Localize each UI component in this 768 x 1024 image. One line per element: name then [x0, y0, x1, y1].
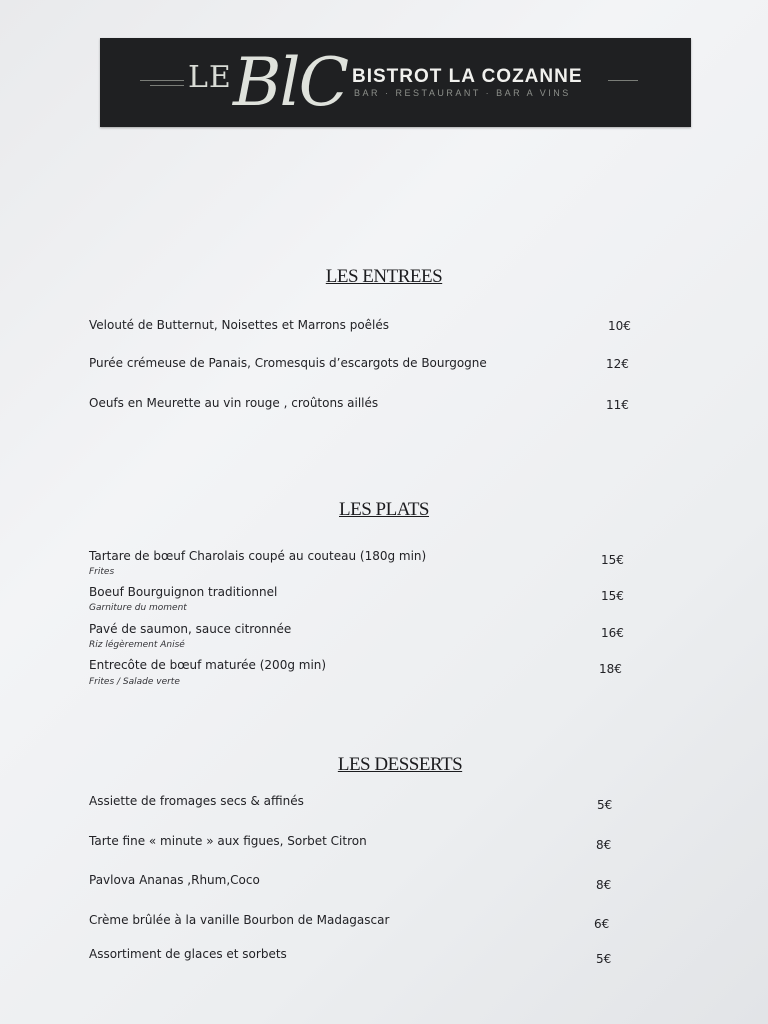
- item-price: 8€: [596, 878, 612, 892]
- decorative-line-left-lower: [150, 85, 184, 86]
- item-name: Oeufs en Meurette au vin rouge , croûtons aillés: [89, 396, 379, 410]
- item-price: 6€: [594, 917, 610, 931]
- item-name: Tarte fine « minute » aux figues, Sorbet Citron: [89, 834, 367, 848]
- logo-le: LE: [188, 60, 232, 95]
- item-name: Purée crémeuse de Panais, Cromesquis d’escargots de Bourgogne: [89, 356, 487, 370]
- decorative-line-left: [140, 80, 184, 81]
- item-description: Frites: [89, 567, 115, 577]
- item-price: 15€: [601, 553, 624, 567]
- item-name: Crème brûlée à la vanille Bourbon de Madagascar: [89, 913, 390, 927]
- item-description: Frites / Salade verte: [89, 677, 180, 687]
- item-name: Assortiment de glaces et sorbets: [89, 947, 287, 961]
- restaurant-name: BISTROT LA COZANNE: [352, 66, 583, 87]
- item-price: 18€: [599, 662, 622, 676]
- item-name: Tartare de bœuf Charolais coupé au couteau (180g min): [89, 549, 427, 563]
- logo-blc: BlC: [233, 44, 348, 121]
- item-name: Pavé de saumon, sauce citronnée: [89, 622, 292, 636]
- item-name: Boeuf Bourguignon traditionnel: [89, 585, 278, 599]
- restaurant-subtitle: BAR · RESTAURANT · BAR A VINS: [354, 88, 571, 98]
- item-price: 11€: [606, 398, 629, 412]
- decorative-line-right: [608, 80, 638, 81]
- item-name: Entrecôte de bœuf maturée (200g min): [89, 658, 327, 672]
- item-price: 10€: [608, 319, 631, 333]
- item-name: Velouté de Butternut, Noisettes et Marrons poêlés: [89, 318, 390, 332]
- item-price: 5€: [596, 952, 612, 966]
- section-title-desserts: LES DESSERTS: [337, 754, 463, 775]
- item-name: Pavlova Ananas ,Rhum,Coco: [89, 873, 260, 887]
- item-price: 5€: [597, 798, 613, 812]
- item-description: Riz légèrement Anisé: [89, 640, 185, 650]
- item-price: 12€: [606, 357, 629, 371]
- item-description: Garniture du moment: [89, 603, 187, 613]
- item-price: 16€: [601, 626, 624, 640]
- section-title-entrees: LES ENTREES: [325, 266, 443, 287]
- item-name: Assiette de fromages secs & affinés: [89, 794, 304, 808]
- restaurant-banner: [100, 38, 691, 127]
- section-title-plats: LES PLATS: [339, 499, 429, 520]
- item-price: 15€: [601, 589, 624, 603]
- item-price: 8€: [596, 838, 612, 852]
